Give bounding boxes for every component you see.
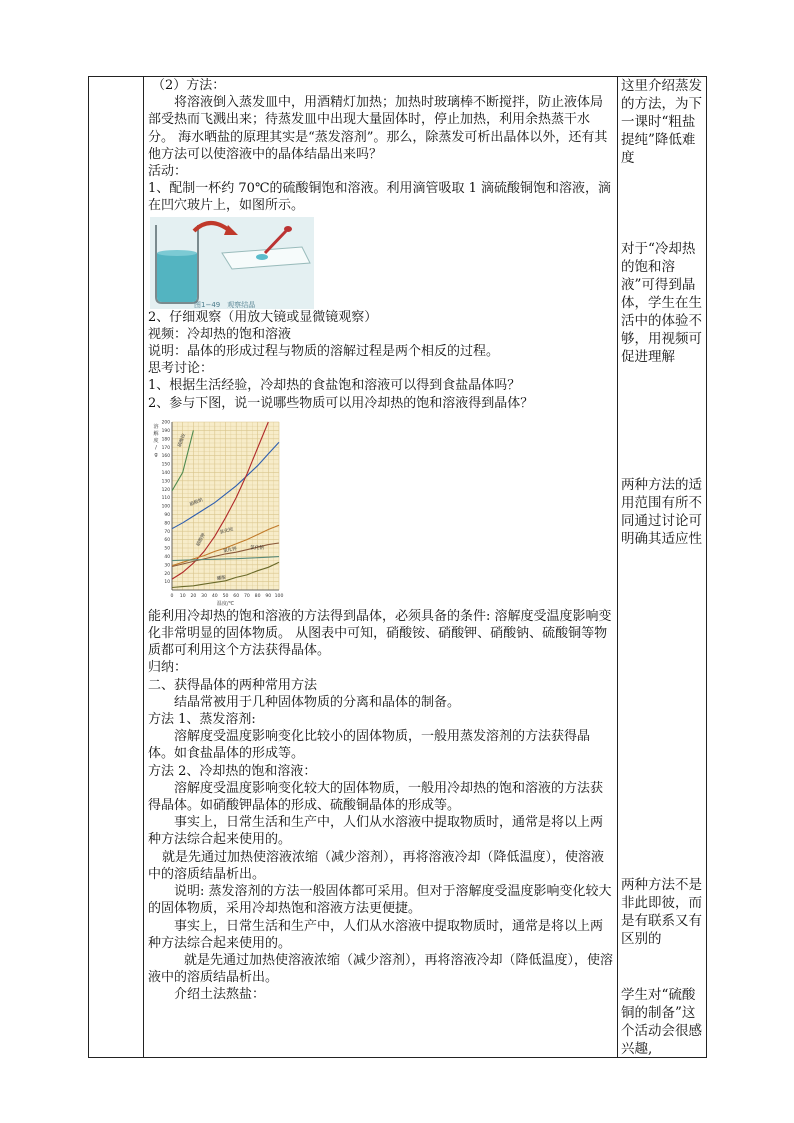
crystal-observation-figure (150, 217, 314, 309)
y-tick-label: 80 (164, 521, 170, 527)
column-divider (143, 77, 144, 1057)
activity-label: 活动： (148, 164, 188, 180)
series-label: 硝酸钾 (196, 532, 207, 548)
y-tick-label: 60 (164, 538, 170, 544)
side-note-text: 两种方法不是非此即彼，而是有联系又有区别的 (621, 877, 702, 947)
y-tick-label: 30 (164, 563, 170, 569)
x-tick-label: 10 (179, 593, 186, 599)
series-label: 氯化铵 (219, 527, 234, 536)
figure-caption: 图1−49 观察结晶 (194, 300, 256, 309)
method-heading: （2）方法： (152, 78, 226, 93)
intro-paragraph: 介绍土法熬盐： (174, 987, 266, 1003)
question-2: 2、参与下图，说一说哪些物质可以用冷却热的饱和溶液得到晶体？ (148, 395, 534, 411)
y-tick-label: 160 (161, 454, 170, 460)
fact-paragraph-2: 事实上，日常生活和生产中，人们从水溶液中提取物质时，通常是将以上两种方法综合起来使用的。 (148, 918, 604, 951)
series-label: 硝酸钠 (189, 497, 204, 508)
x-tick-label: 0 (170, 593, 174, 599)
method-1-text: 溶解度受温度影响变化比较小的固体物质，一般用蒸发溶剂的方法获得晶体。如食盐晶体的形成等。 (148, 729, 591, 762)
method-paragraph: 将溶液倒入蒸发皿中，用酒精灯加热；加热时玻璃棒不断搅拌，防止液体局部受热而飞溅出来；待蒸发皿中出现大量固体时，停止加热，利用余热蒸干水分。 海水晒盐的原理其实是“蒸发溶剂”。那么，除蒸发可析出晶体以外，还有其他方法可以使溶液中的晶体结晶出来吗？ (148, 95, 608, 162)
video-line: 视频：冷却热的饱和溶液 (148, 326, 292, 342)
side-note-text: 这里介绍蒸发的方法，为下一课时“粗盐提纯”降低难度 (621, 78, 702, 166)
x-axis-label: 温度/℃ (216, 600, 235, 607)
section-2-paragraph: 结晶常被用于几种固体物质的分离和晶体的制备。 (174, 694, 461, 710)
note-line: 说明：晶体的形成过程与物质的溶解过程是两个相反的过程。 (148, 344, 500, 360)
activity-step-1: 1、配制一杯约 70℃的硫酸铜饱和溶液。利用滴管吸取 1 滴硫酸铜饱和溶液，滴在凹穴玻片上，如图所示。 (148, 181, 612, 214)
column-divider (617, 77, 618, 1057)
y-tick-label: 200 (161, 420, 170, 426)
method-2-title: 方法 2、冷却热的饱和溶液： (148, 763, 317, 779)
side-note-text: 学生对“硫酸铜的制备”这个活动会很感兴趣, (621, 987, 702, 1057)
x-tick-label: 30 (201, 593, 208, 599)
series-label: 硼酸 (216, 575, 227, 582)
method-2-text: 溶解度受温度影响变化较大的固体物质，一般用冷却热的饱和溶液的方法获得晶体。如硝酸钾晶体的形成、硫酸铜晶体的形成等。 (148, 780, 604, 814)
x-tick-label: 40 (211, 593, 218, 599)
side-note-5 (621, 986, 705, 1058)
y-tick-label: 20 (164, 571, 170, 577)
y-tick-label: 40 (164, 554, 170, 560)
discussion-label: 思考讨论： (148, 361, 214, 377)
x-tick-label: 100 (274, 593, 284, 599)
solubility-chart-svg (150, 416, 285, 608)
question-1: 1、根据生活经验，冷却热的食盐饱和溶液可以得到食盐晶体吗？ (148, 378, 521, 394)
y-tick-label: 180 (161, 437, 170, 443)
y-axis-label-char: 解 (153, 430, 159, 437)
y-tick-label: 190 (161, 428, 170, 434)
process-paragraph-1: 就是先通过加热使溶液浓缩（减少溶剂），再将溶液冷却（降低温度），使溶液中的溶质结晶析出。 (148, 849, 605, 882)
y-axis-label-char: 溶 (153, 423, 159, 430)
y-tick-label: 10 (164, 580, 170, 586)
activity-step-2: 2、仔细观察（用放大镜或显微镜观察） (148, 309, 378, 325)
y-tick-label: 120 (161, 487, 170, 493)
y-tick-label: 70 (164, 529, 170, 535)
beaker-slide-illustration (150, 217, 314, 309)
y-axis-label-char: / (155, 444, 157, 451)
side-note-4 (621, 876, 705, 948)
condition-paragraph: 能利用冷却热的饱和溶液的方法得到晶体，必须具备的条件: 溶解度受温度影响变化非常明显的固体物质。 从图表中可知，硝酸铵、硝酸钾、硝酸钠、硫酸铜等物质都可利用这个方法获得晶体。 (148, 608, 612, 659)
x-tick-label: 90 (265, 593, 272, 599)
solubility-chart (150, 416, 285, 608)
y-tick-label: 150 (161, 462, 170, 468)
y-axis-label-char: 度 (153, 437, 159, 444)
fact-paragraph-1: 事实上，日常生活和生产中，人们从水溶液中提取物质时，通常是将以上两种方法综合起来使用的。 (148, 815, 604, 848)
x-tick-label: 70 (243, 593, 250, 599)
summary-label: 归纳： (148, 660, 188, 676)
y-tick-label: 90 (164, 512, 170, 518)
side-note-text: 对于“冷却热的饱和溶液”可得到晶体，学生在生活中的体验不够，用视频可促进理解 (621, 241, 702, 365)
series-label: 氯化钠 (250, 545, 264, 551)
x-tick-label: 80 (254, 593, 261, 599)
process-paragraph-2: 就是先通过加热使溶液浓缩（减少溶剂），再将溶液冷却（降低温度），使溶液中的溶质结晶析出。 (148, 952, 614, 986)
x-tick-label: 20 (190, 593, 197, 599)
series-label: 硝酸铵 (177, 433, 188, 448)
main-content-column (148, 77, 614, 1004)
side-note-text: 两种方法的适用范围有所不同通过讨论可明确其适应性 (621, 477, 702, 547)
y-tick-label: 110 (161, 496, 170, 502)
method-1-title: 方法 1、蒸发溶剂: (148, 712, 256, 728)
y-tick-label: 170 (161, 445, 170, 451)
x-tick-label: 60 (233, 593, 240, 599)
series-label: 氯化钾 (222, 546, 238, 555)
side-note-1 (621, 77, 705, 167)
x-tick-label: 50 (222, 593, 229, 599)
section-2-heading: 二、获得晶体的两种常用方法 (148, 677, 318, 693)
y-axis-label-char: g (154, 451, 158, 458)
note-paragraph-2: 说明: 蒸发溶剂的方法一般固体都可采用。但对于溶解度受温度影响变化较大的固体物质，采用冷却热饱和溶液方法更便捷。 (148, 884, 612, 917)
y-tick-label: 130 (161, 479, 170, 485)
y-tick-label: 50 (164, 546, 170, 552)
y-tick-label: 100 (161, 504, 170, 510)
y-tick-label: 140 (161, 470, 170, 476)
side-note-2 (621, 240, 705, 366)
side-note-3 (621, 476, 705, 548)
